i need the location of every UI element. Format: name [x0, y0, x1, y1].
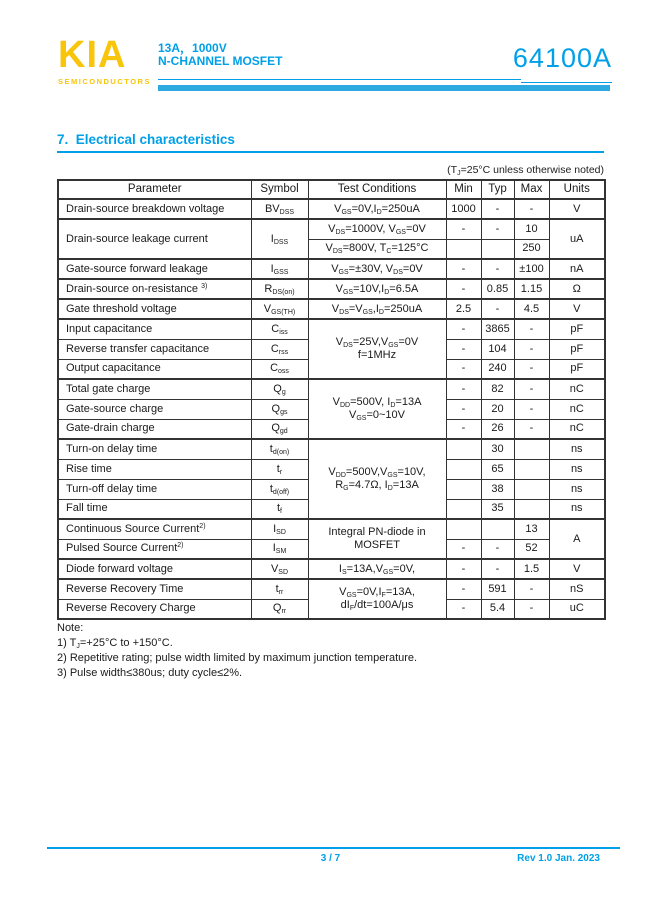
table-cell: Drain-source leakage current: [58, 219, 251, 259]
table-cell: $V_{GS(TH)}$: [251, 299, 308, 319]
column-header: Typ: [481, 180, 514, 199]
note-item: 3) Pulse width≤380us; duty cycle≤2%.: [57, 667, 243, 679]
column-header: Max: [514, 180, 549, 199]
table-cell: -: [446, 219, 481, 239]
table-row: [58, 379, 605, 399]
table-cell: $V_{DS}=1000V$, $V_{GS}=0V$: [308, 219, 446, 239]
table-cell: 2.5: [446, 299, 481, 319]
table-cell: Output capacitance: [58, 359, 251, 379]
table-cell: -: [481, 559, 514, 579]
table-cell: $R_{DS(on)}$: [251, 279, 308, 299]
table-cell: 591: [481, 579, 514, 599]
table-cell: nA: [549, 259, 605, 279]
section-title: 7. Electrical characteristics: [57, 132, 604, 153]
column-header: Units: [549, 180, 605, 199]
table-cell: uC: [549, 599, 605, 619]
table-cell: $Q_{gs}$: [251, 399, 308, 419]
part-number: 64100A: [512, 43, 612, 73]
table-cell: $C_{rss}$: [251, 339, 308, 359]
table-cell: Pulsed Source Current$^{2)}$: [58, 539, 251, 559]
table-cell: [446, 479, 481, 499]
header-rule-thin-left: [158, 79, 521, 80]
table-cell: [514, 479, 549, 499]
table-cell: -: [446, 279, 481, 299]
table-cell: nC: [549, 419, 605, 439]
table-row: [58, 219, 605, 239]
table-row: [58, 439, 605, 459]
table-cell: [514, 499, 549, 519]
table-cell: 30: [481, 439, 514, 459]
table-cell: -: [446, 419, 481, 439]
table-cell: $t_r$: [251, 459, 308, 479]
table-cell: 4.5: [514, 299, 549, 319]
revision-label: Rev 1.0 Jan. 2023: [517, 853, 600, 864]
column-header: Symbol: [251, 180, 308, 199]
table-cell: [481, 239, 514, 259]
note-item: 2) Repetitive rating; pulse width limited by maximum junction temperature.: [57, 652, 418, 664]
table-cell: Reverse Recovery Charge: [58, 599, 251, 619]
table-cell: 1.15: [514, 279, 549, 299]
table-cell: Gate threshold voltage: [58, 299, 251, 319]
table-cell: Drain-source breakdown voltage: [58, 199, 251, 219]
table-cell: nC: [549, 379, 605, 399]
table-row: [58, 579, 605, 599]
table-cell: $Q_{gd}$: [251, 419, 308, 439]
table-row: [58, 519, 605, 539]
device-type: N-CHANNEL MOSFET: [158, 54, 283, 68]
brand-logo: KIA: [58, 34, 127, 76]
electrical-characteristics-table: [57, 179, 606, 620]
table-cell: Gate-drain charge: [58, 419, 251, 439]
table-cell: 0.85: [481, 279, 514, 299]
table-cell: pF: [549, 319, 605, 339]
table-cell: Integral PN-diode in MOSFET: [308, 519, 446, 559]
table-cell: 10: [514, 219, 549, 239]
table-cell: -: [446, 399, 481, 419]
table-cell: $t_{rr}$: [251, 579, 308, 599]
table-cell: -: [514, 319, 549, 339]
table-cell: 35: [481, 499, 514, 519]
table-cell: 52: [514, 539, 549, 559]
table-cell: Reverse transfer capacitance: [58, 339, 251, 359]
table-cell: 38: [481, 479, 514, 499]
table-cell: 13: [514, 519, 549, 539]
footer-rule: [47, 847, 620, 849]
header-rule-thin-right: [521, 82, 612, 83]
table-cell: [514, 439, 549, 459]
table-cell: -: [446, 339, 481, 359]
table-cell: $V_{DD}=500V,V_{GS}=10V$, $R_G=4.7\Omega$, $I_D=13A$: [308, 439, 446, 519]
table-cell: $C_{iss}$: [251, 319, 308, 339]
table-cell: $I_{SM}$: [251, 539, 308, 559]
table-cell: -: [514, 379, 549, 399]
table-cell: Turn-off delay time: [58, 479, 251, 499]
table-cell: nC: [549, 399, 605, 419]
table-cell: pF: [549, 359, 605, 379]
table-cell: -: [514, 199, 549, 219]
table-cell: $V_{DS}=25V,V_{GS}=0V$ f=1MHz: [308, 319, 446, 379]
table-cell: 3865: [481, 319, 514, 339]
table-cell: $V_{GS}=0V,I_F=13A$, $dI_F/dt=100A/\mu s$: [308, 579, 446, 619]
table-cell: pF: [549, 339, 605, 359]
table-cell: Total gate charge: [58, 379, 251, 399]
table-cell: [481, 519, 514, 539]
table-cell: ±100: [514, 259, 549, 279]
table-cell: 65: [481, 459, 514, 479]
table-cell: $I_{SD}$: [251, 519, 308, 539]
table-cell: Diode forward voltage: [58, 559, 251, 579]
note-item: 1) $T_J=+25^\circ C$ to +150°C.: [57, 637, 173, 650]
table-cell: $t_f$: [251, 499, 308, 519]
table-cell: A: [549, 519, 605, 559]
table-row: [58, 199, 605, 219]
table-header-row: [58, 180, 605, 199]
table-row: [58, 259, 605, 279]
table-row: [58, 319, 605, 339]
table-cell: V: [549, 559, 605, 579]
table-cell: $V_{GS}=0V,I_D=250uA$: [308, 199, 446, 219]
table-cell: -: [446, 579, 481, 599]
table-cell: $V_{GS}=10V,I_D=6.5A$: [308, 279, 446, 299]
table-cell: -: [481, 219, 514, 239]
table-cell: -: [481, 199, 514, 219]
table-cell: [446, 239, 481, 259]
table-cell: [446, 439, 481, 459]
table-cell: Continuous Source Current$^{2)}$: [58, 519, 251, 539]
table-cell: -: [514, 399, 549, 419]
table-cell: -: [446, 559, 481, 579]
column-header: Min: [446, 180, 481, 199]
table-cell: -: [514, 359, 549, 379]
table-cell: $C_{oss}$: [251, 359, 308, 379]
table-row: [58, 299, 605, 319]
notes-title: Note:: [57, 622, 84, 634]
table-row: [58, 279, 605, 299]
table-cell: Ω: [549, 279, 605, 299]
table-cell: -: [446, 259, 481, 279]
column-header: Parameter: [58, 180, 251, 199]
table-cell: uA: [549, 219, 605, 259]
table-cell: $Q_g$: [251, 379, 308, 399]
table-cell: ns: [549, 459, 605, 479]
table-cell: -: [514, 599, 549, 619]
table-cell: -: [446, 319, 481, 339]
table-cell: ns: [549, 439, 605, 459]
table-cell: $V_{DS}=V_{GS},I_D=250uA$: [308, 299, 446, 319]
table-cell: $t_{d(on)}$: [251, 439, 308, 459]
table-cell: 82: [481, 379, 514, 399]
table-cell: ns: [549, 479, 605, 499]
table-cell: V: [549, 199, 605, 219]
table-cell: Input capacitance: [58, 319, 251, 339]
table-cell: 1.5: [514, 559, 549, 579]
table-cell: [514, 459, 549, 479]
column-header: Test Conditions: [308, 180, 446, 199]
table-cell: [446, 459, 481, 479]
table-cell: -: [446, 599, 481, 619]
table-cell: $BV_{DSS}$: [251, 199, 308, 219]
table-cell: 1000: [446, 199, 481, 219]
table-cell: Drain-source on-resistance $^{3)}$: [58, 279, 251, 299]
table-cell: -: [481, 259, 514, 279]
table-cell: nS: [549, 579, 605, 599]
table-cell: Gate-source charge: [58, 399, 251, 419]
table-cell: $Q_{rr}$: [251, 599, 308, 619]
page-indicator: 3 / 7: [320, 853, 341, 864]
table-row: [58, 559, 605, 579]
table-cell: [446, 519, 481, 539]
table-cell: 5.4: [481, 599, 514, 619]
table-cell: [446, 499, 481, 519]
table-cell: -: [481, 299, 514, 319]
table-cell: $I_{DSS}$: [251, 219, 308, 259]
table-cell: -: [481, 539, 514, 559]
table-cell: $V_{DD}=500V$, $I_D=13A$ $V_{GS}=0\sim 10V$: [308, 379, 446, 439]
table-cell: Reverse Recovery Time: [58, 579, 251, 599]
table-cell: ns: [549, 499, 605, 519]
table-cell: -: [514, 579, 549, 599]
table-cell: $I_{GSS}$: [251, 259, 308, 279]
test-condition-note: ($T_J=25^\circ C$ unless otherwise noted): [447, 164, 604, 177]
table-cell: V: [549, 299, 605, 319]
table-cell: -: [514, 419, 549, 439]
table-cell: -: [446, 539, 481, 559]
table-cell: Fall time: [58, 499, 251, 519]
table-cell: -: [446, 359, 481, 379]
table-cell: 26: [481, 419, 514, 439]
notes: [57, 621, 417, 681]
table-cell: $V_{DS}=800V$, $T_C=125^\circ C$: [308, 239, 446, 259]
table-cell: $V_{SD}$: [251, 559, 308, 579]
table-cell: 20: [481, 399, 514, 419]
table-cell: $V_{GS}=\pm 30V$, $V_{DS}=0V$: [308, 259, 446, 279]
table-cell: $t_{d(off)}$: [251, 479, 308, 499]
table-cell: Turn-on delay time: [58, 439, 251, 459]
device-rating: 13A，1000V: [158, 41, 227, 55]
brand-logo-subtext: SEMICONDUCTORS: [58, 77, 151, 86]
table-cell: Gate-source forward leakage: [58, 259, 251, 279]
table-cell: Rise time: [58, 459, 251, 479]
table-cell: $I_S=13A,V_{GS}=0V$,: [308, 559, 446, 579]
table-cell: 240: [481, 359, 514, 379]
table-cell: -: [514, 339, 549, 359]
table-cell: 250: [514, 239, 549, 259]
header-accent-bar: [158, 85, 610, 91]
table-cell: -: [446, 379, 481, 399]
table-cell: 104: [481, 339, 514, 359]
